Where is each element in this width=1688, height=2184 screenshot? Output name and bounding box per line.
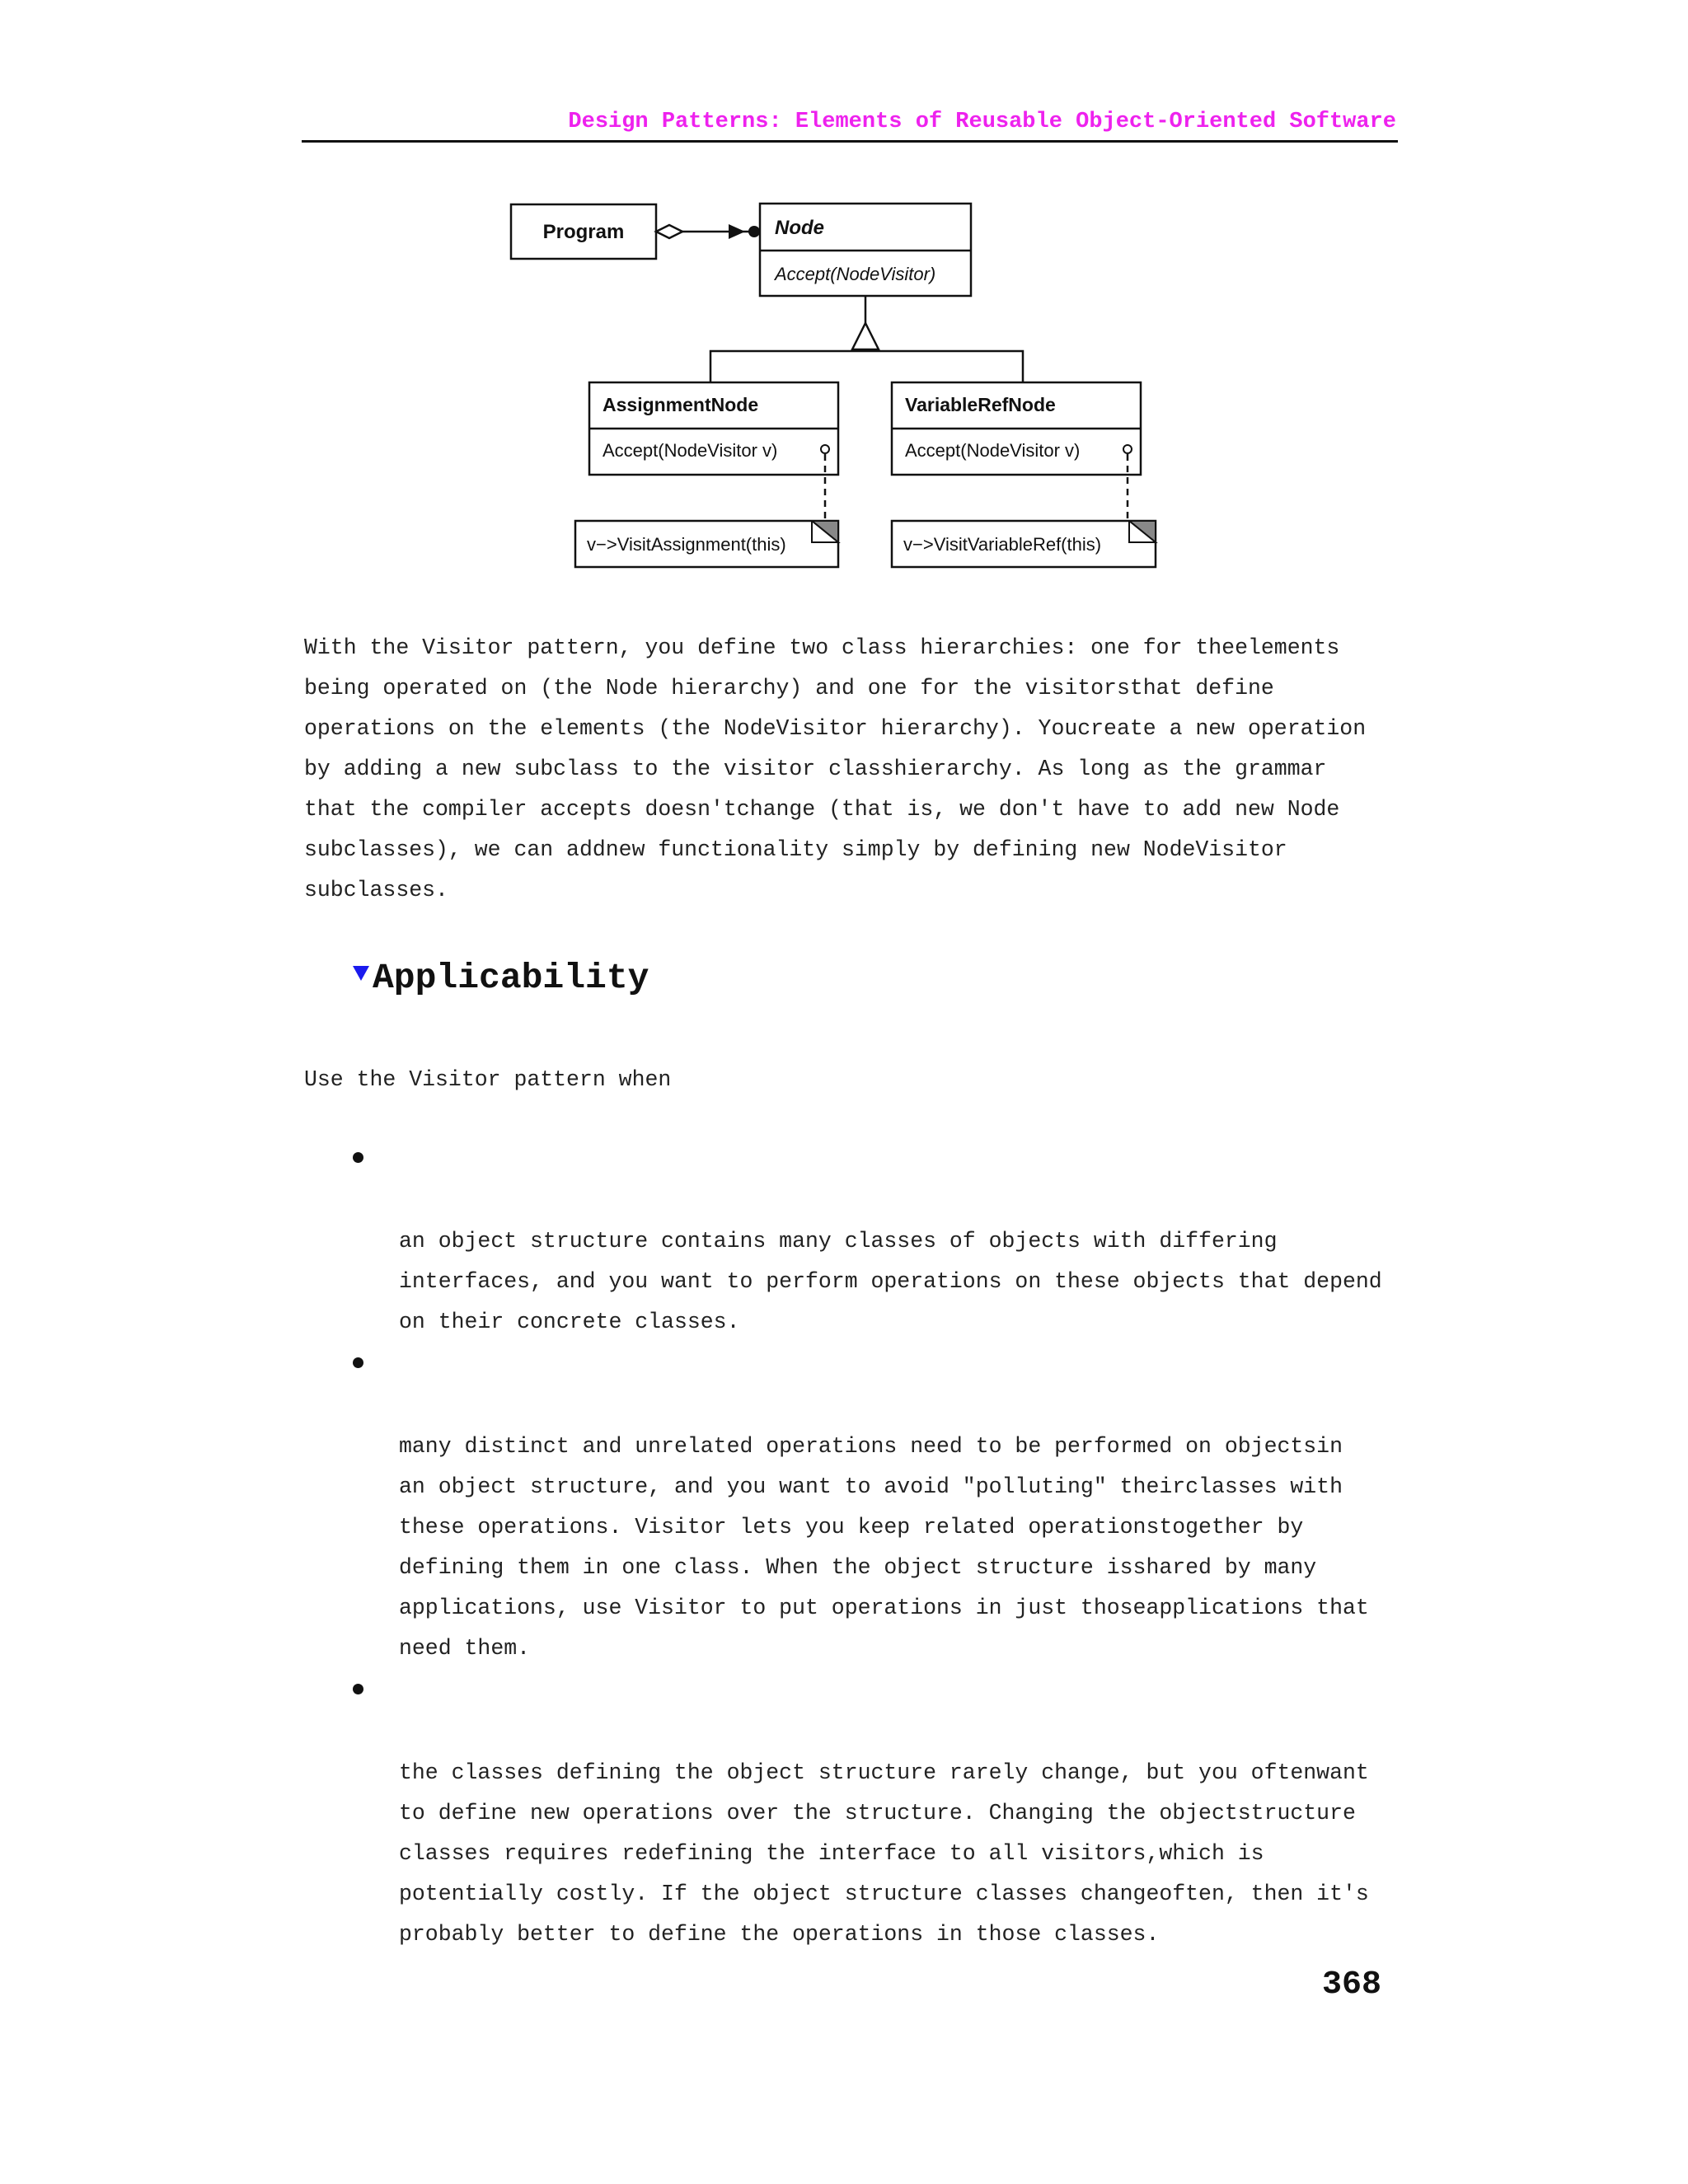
list-item bbox=[353, 1141, 1416, 1343]
bullet-icon bbox=[353, 1357, 363, 1368]
header-rule bbox=[302, 140, 1398, 143]
class-diagram bbox=[495, 190, 1203, 585]
arrowhead-icon bbox=[729, 224, 745, 239]
assignment-node-name: AssignmentNode bbox=[603, 394, 759, 415]
list-item bbox=[353, 1346, 1416, 1669]
variable-note-text: v−>VisitVariableRef(this) bbox=[903, 534, 1102, 555]
triangle-down-icon[interactable] bbox=[353, 966, 369, 981]
inheritance-triangle-icon bbox=[852, 323, 879, 349]
node-class-name: Node bbox=[775, 217, 824, 239]
assignment-note-anchor-icon bbox=[821, 445, 829, 453]
page-number: 368 bbox=[1321, 1966, 1381, 2004]
list-item bbox=[353, 1672, 1416, 1955]
class-diagram-svg bbox=[495, 190, 1203, 585]
program-class-name: Program bbox=[542, 221, 625, 243]
inheritance-branches bbox=[710, 351, 1023, 382]
assignment-note-text: v−>VisitAssignment(this) bbox=[587, 534, 786, 555]
applicability-list bbox=[353, 1141, 1416, 1958]
applicability-intro: Use the Visitor pattern when bbox=[304, 1067, 672, 1092]
applicability-heading bbox=[353, 958, 649, 998]
list-item-text: many distinct and unrelated operations need to be performed on objectsin an object structure, and you want to avoid "polluting" theirclasses with these operations. Visitor lets you keep related operationstogether by defining them in one class. When the object structure isshared by many applications, use Visitor to put operations in just thoseapplications that need them. bbox=[399, 1434, 1369, 1661]
applicability-heading-text: Applicability bbox=[373, 958, 649, 998]
bullet-icon bbox=[353, 1152, 363, 1163]
variable-ref-node-operation: Accept(NodeVisitor v) bbox=[905, 440, 1081, 461]
running-header: Design Patterns: Elements of Reusable Object-Oriented Software bbox=[568, 110, 1396, 134]
list-item-text: an object structure contains many classes of objects with differing interfaces, and you want to perform operations on these objects that depend on their concrete classes. bbox=[399, 1229, 1382, 1334]
variable-note-anchor-icon bbox=[1123, 445, 1132, 453]
multiplicity-dot-icon bbox=[748, 226, 760, 237]
variable-ref-node-name: VariableRefNode bbox=[905, 394, 1056, 415]
assignment-node-operation: Accept(NodeVisitor v) bbox=[603, 440, 778, 461]
bullet-icon bbox=[353, 1684, 363, 1694]
aggregation-diamond-icon bbox=[656, 225, 682, 238]
list-item-text: the classes defining the object structure rarely change, but you oftenwant to define new operations over the structure. Changing the objectstructure classes requires redefining the interface to all visitors,which is potentially costly. If the object structure classes changeoften, then it's probably better to define the operations in those classes. bbox=[399, 1760, 1369, 1947]
visitor-paragraph: With the Visitor pattern, you define two class hierarchies: one for theelements being operated on (the Node hierarchy) and one for the visitorsthat define operations on the elements (the NodeVisitor hierarchy). Youcreate a new operation by adding a new subclass to the visitor classhierarchy. As long as the grammar that the compiler accepts doesn'tchange (that is, we don't have to add new Node subclasses), we can addnew functionality simply by defining new NodeVisitor subclasses. bbox=[304, 635, 1367, 902]
node-class-operation: Accept(NodeVisitor) bbox=[775, 264, 936, 284]
